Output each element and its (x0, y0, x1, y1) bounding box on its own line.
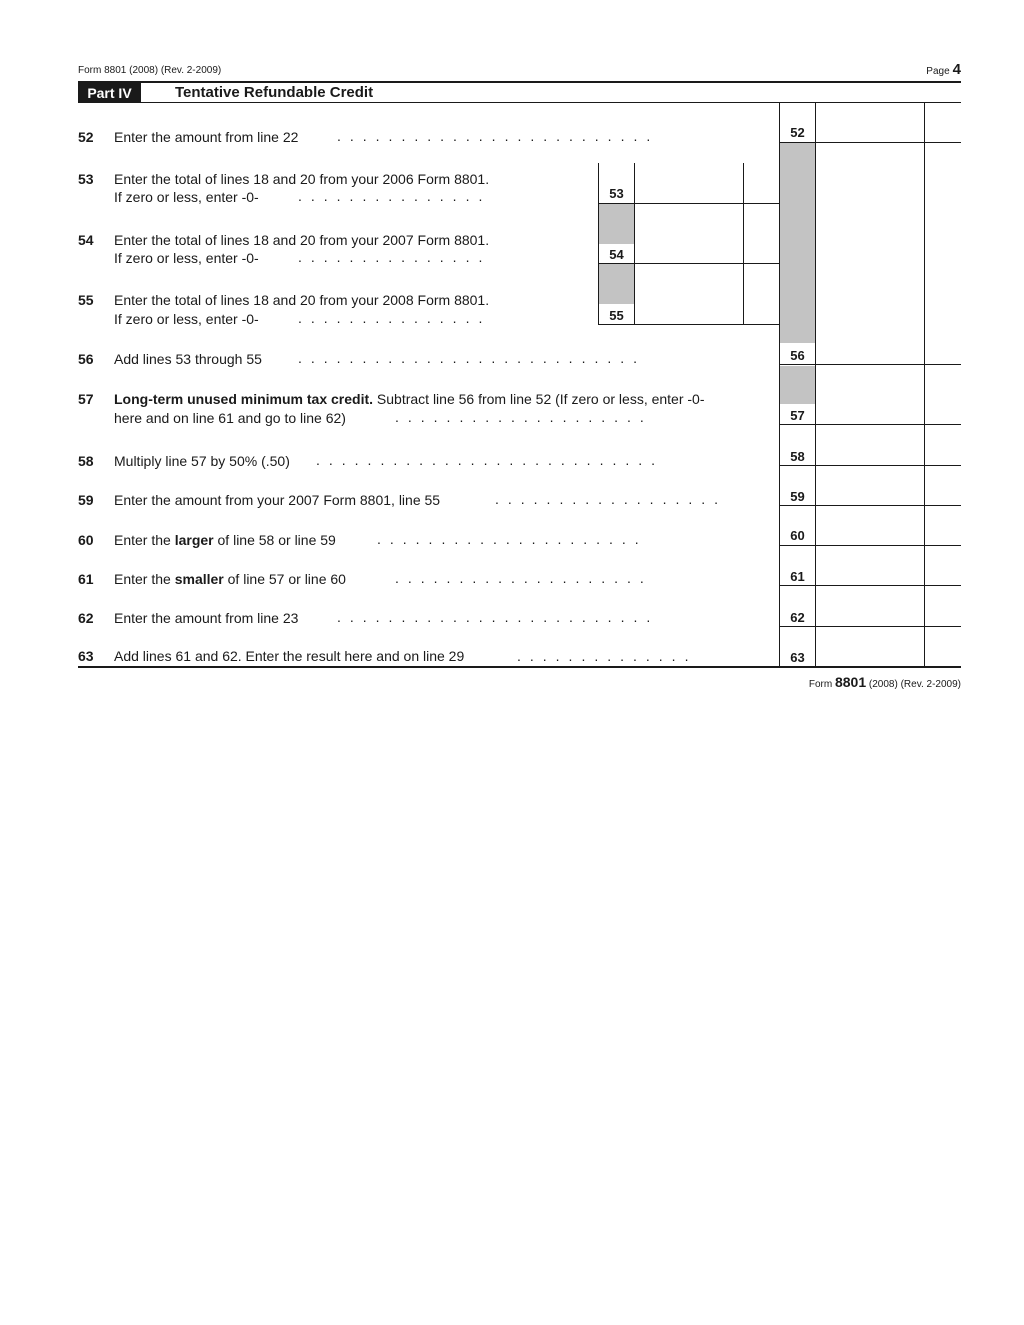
line-56-number: 56 (78, 351, 94, 367)
shaded-column-region-57 (779, 366, 816, 404)
line-57-amount-field[interactable] (816, 365, 924, 424)
line-58-text: Multiply line 57 by 50% (.50) (114, 453, 290, 469)
line-57-bold-text: Long-term unused minimum tax credit. (114, 391, 374, 407)
shaded-mid-54 (598, 204, 635, 244)
mid-sep-55 (598, 324, 779, 325)
line-52-amount-field[interactable] (816, 103, 924, 142)
line-58-number: 58 (78, 453, 94, 469)
line-61-text (114, 571, 346, 587)
line-63-number: 63 (78, 648, 94, 664)
line-52-box-label: 52 (790, 125, 805, 140)
line-61-leader: .................... (395, 570, 653, 586)
line-58-amount-field[interactable] (816, 425, 924, 465)
line-52-leader: ......................... (337, 128, 660, 144)
line-57-leader: .................... (395, 409, 653, 425)
mid-col-cents-border (743, 163, 744, 324)
line-52-text: Enter the amount from line 22 (114, 129, 299, 145)
line-55-number: 55 (78, 292, 94, 308)
line-57-number: 57 (78, 391, 94, 407)
line-61-number: 61 (78, 571, 94, 587)
footer-revision: (2008) (Rev. 2-2009) (868, 679, 961, 690)
line-56-leader: ........................... (298, 350, 647, 366)
shaded-column-region (779, 143, 816, 343)
line-56-text: Add lines 53 through 55 (114, 351, 262, 367)
line-55-text-2: If zero or less, enter -0- (114, 311, 259, 327)
header-rule (78, 81, 961, 83)
line-60-text (114, 532, 336, 548)
line-60-box-label: 60 (790, 528, 805, 543)
line-62-amount-field[interactable] (816, 586, 924, 626)
line-53-text-2: If zero or less, enter -0- (114, 189, 259, 205)
footer-form-word: Form (808, 679, 833, 690)
line-59-text: Enter the amount from your 2007 Form 8801, line 55 (114, 492, 441, 508)
line-54-text-2: If zero or less, enter -0- (114, 250, 259, 266)
line-55-text-1: Enter the total of lines 18 and 20 from your 2008 Form 8801. (114, 292, 490, 308)
line-63-leader: .............. (517, 648, 698, 664)
line-60-bold-text: larger (174, 532, 214, 548)
amount-col-cents-border (924, 103, 925, 667)
line-55-leader: ............... (298, 310, 492, 326)
line-54-number: 54 (78, 232, 94, 248)
line-60-number: 60 (78, 532, 94, 548)
page-number-value: 4 (952, 61, 961, 78)
line-61-bold-text: smaller (174, 571, 224, 587)
line-56-box-label: 56 (790, 348, 805, 363)
line-55-amount-field[interactable] (635, 264, 743, 324)
line-57-text-1 (114, 391, 705, 407)
line-53-leader: ............... (298, 188, 492, 204)
line-60-leader: ..................... (377, 531, 648, 547)
line-58-leader: ........................... (316, 452, 665, 468)
line-57-box-label: 57 (790, 408, 805, 423)
line-53-box-label: 53 (609, 186, 624, 201)
form-footer (700, 674, 961, 690)
line-63-box-label: 63 (790, 650, 805, 665)
shaded-mid-55 (598, 264, 635, 304)
page-number (880, 61, 961, 78)
line-52-number: 52 (78, 129, 94, 145)
line-59-amount-field[interactable] (816, 466, 924, 505)
line-55-box-label: 55 (609, 308, 624, 323)
line-59-box-label: 59 (790, 489, 805, 504)
line-54-box-label: 54 (609, 247, 624, 262)
line-59-leader: .................. (495, 491, 728, 507)
line-54-amount-field[interactable] (635, 204, 743, 263)
line-63-text: Add lines 61 and 62. Enter the result here and on line 29 (114, 648, 465, 664)
line-63-amount-field[interactable] (816, 627, 924, 666)
line-62-leader: ......................... (337, 609, 660, 625)
line-54-leader: ............... (298, 249, 492, 265)
line-54-text-1: Enter the total of lines 18 and 20 from your 2007 Form 8801. (114, 232, 490, 248)
line-61-text-pre: Enter the (114, 571, 175, 587)
page-label: Page (926, 66, 950, 77)
line-57-text-2: here and on line 61 and go to line 62) (114, 410, 346, 426)
form-header-info: Form 8801 (2008) (Rev. 2-2009) (78, 65, 222, 76)
line-62-number: 62 (78, 610, 94, 626)
line-61-text-post: of line 57 or line 60 (223, 571, 346, 587)
line-53-number: 53 (78, 171, 94, 187)
line-61-box-label: 61 (790, 569, 805, 584)
line-62-text: Enter the amount from line 23 (114, 610, 299, 626)
line-60-text-pre: Enter the (114, 532, 175, 548)
line-57-text-1-rest: Subtract line 56 from line 52 (If zero or less, enter -0- (373, 391, 705, 407)
line-61-amount-field[interactable] (816, 546, 924, 585)
line-60-amount-field[interactable] (816, 506, 924, 545)
bottom-rule (78, 666, 961, 668)
line-53-text-1: Enter the total of lines 18 and 20 from your 2006 Form 8801. (114, 171, 490, 187)
part-title: Tentative Refundable Credit (175, 84, 374, 101)
line-58-box-label: 58 (790, 449, 805, 464)
part-badge: Part IV (78, 83, 141, 103)
line-59-number: 59 (78, 492, 94, 508)
footer-form-number: 8801 (834, 674, 867, 690)
line-56-amount-field[interactable] (816, 143, 924, 364)
line-62-box-label: 62 (790, 610, 805, 625)
line-60-text-post: of line 58 or line 59 (213, 532, 336, 548)
line-53-amount-field[interactable] (635, 163, 743, 203)
